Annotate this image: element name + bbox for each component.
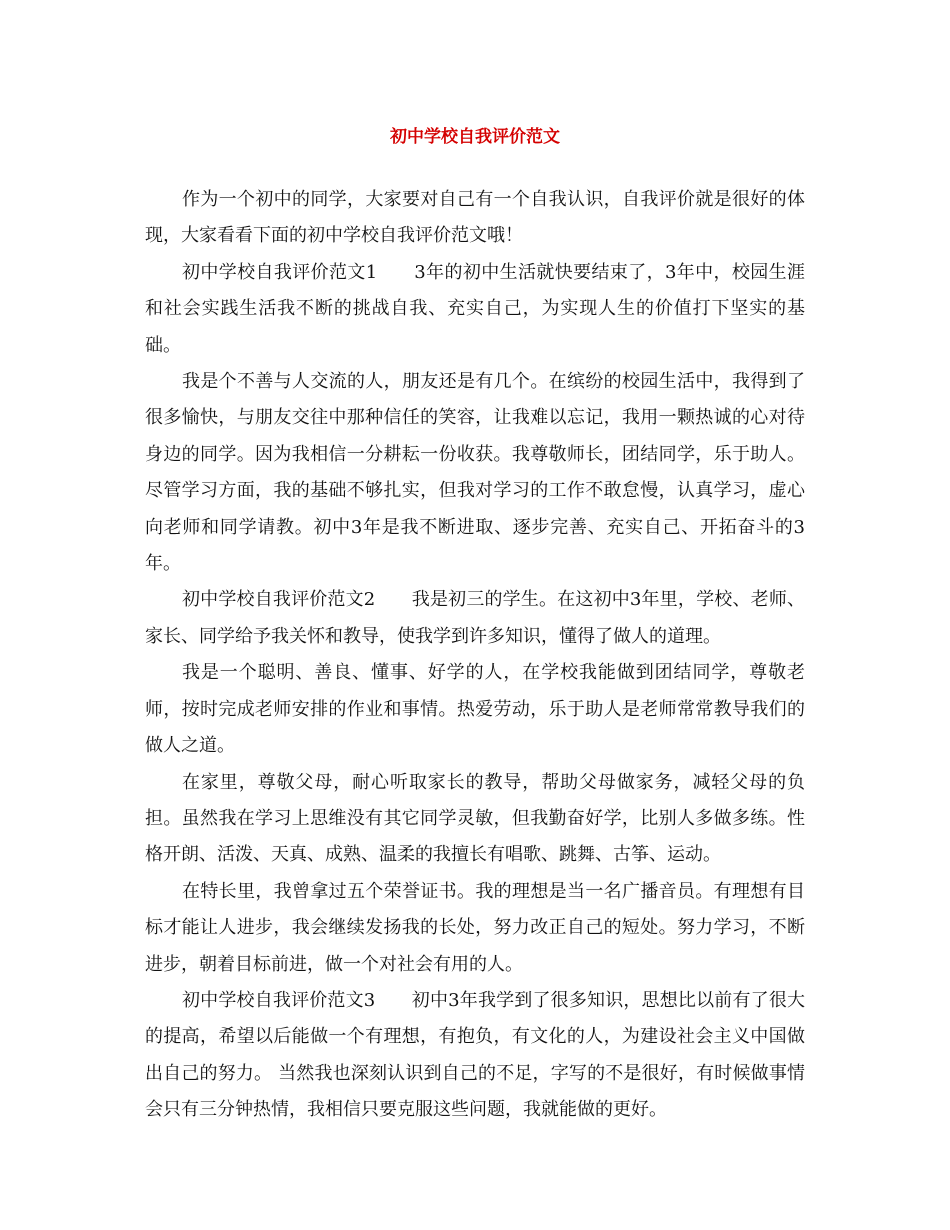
paragraph-sample-2: 初中学校自我评价范文2 我是初三的学生。在这初中3年里，学校、老师、家长、同学给予我关怀和教导，使我学到许多知识，懂得了做人的道理。: [145, 589, 805, 647]
paragraph-sample-2-character: 我是一个聪明、善良、懂事、好学的人，在学校我能做到团结同学，尊敬老师，按时完成老师安排的作业和事情。热爱劳动，乐于助人是老师常常教导我们的做人之道。: [145, 662, 805, 757]
paragraph-sample-2-talent: 在特长里，我曾拿过五个荣誉证书。我的理想是当一名广播音员。有理想有目标才能让人进步，我会继续发扬我的长处，努力改正自己的短处。努力学习，不断进步，朝着目标前进，做一个对社会有用的人。: [145, 880, 805, 975]
paragraph-sample-2-home: 在家里，尊敬父母，耐心听取家长的教导，帮助父母做家务，减轻父母的负担。虽然我在学习上思维没有其它同学灵敏，但我勤奋好学，比别人多做多练。性格开朗、活泼、天真、成熟、温柔的我擅长有唱歌、跳舞、古筝、运动。: [145, 771, 805, 866]
paragraph-sample-3: 初中学校自我评价范文3 初中3年我学到了很多知识，思想比以前有了很大的提高，希望以后能做一个有理想，有抱负，有文化的人，为建设社会主义中国做出自己的努力。 当然我也深刻认识到自己的不足，字写的不是很好，有时候做事情会只有三分钟热情，我相信只要克服这些问题，我就能做的更好。: [145, 989, 805, 1121]
paragraph-sample-1: 初中学校自我评价范文1 3年的初中生活就快要结束了，3年中，校园生涯和社会实践生活我不断的挑战自我、充实自己，为实现人生的价值打下坚实的基础。: [145, 261, 805, 356]
paragraph-intro: 作为一个初中的同学，大家要对自己有一个自我认识，自我评价就是很好的体现，大家看看下面的初中学校自我评价范文哦！: [145, 189, 805, 247]
document-page: [145, 120, 805, 1129]
paragraph-sample-1-body: 我是个不善与人交流的人，朋友还是有几个。在缤纷的校园生活中，我得到了很多愉快，与朋友交往中那种信任的笑容，让我难以忘记，我用一颗热诚的心对待身边的同学。因为我相信一分耕耘一份收获。我尊敬师长，团结同学，乐于助人。尽管学习方面，我的基础不够扎实，但我对学习的工作不敢怠慢，认真学习，虚心向老师和同学请教。初中3年是我不断进取、逐步完善、充实自己、开拓奋斗的3年。: [145, 371, 805, 575]
document-title: 初中学校自我评价范文: [390, 127, 560, 147]
